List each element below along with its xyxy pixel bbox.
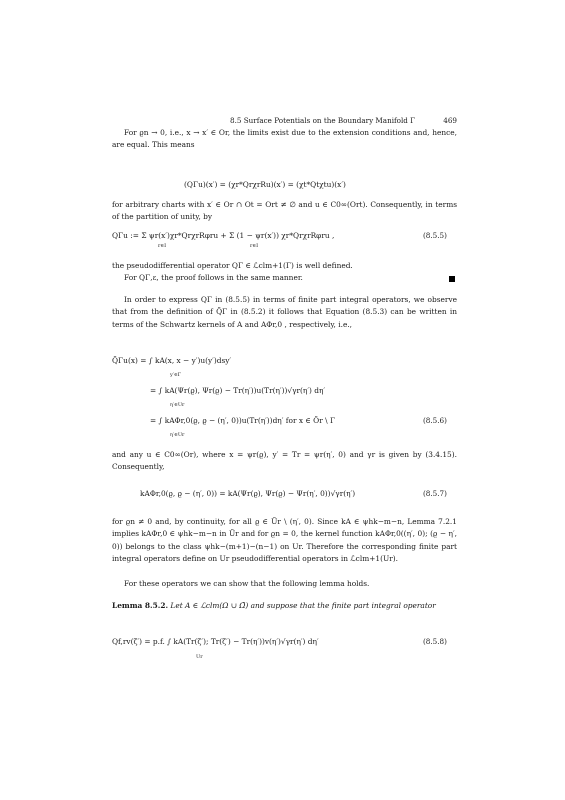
lemma-8-5-2 <box>112 600 457 612</box>
paragraph-5-text: In order to express QΓ in (8.5.5) in terms of finite part integral operators, we observe that from the definition of Q̃Γ in (8.5.2) it follows that Equation (8.5.3) can be written in terms of the Schwartz kernels of A and AΦr,0 , respectively, i.e., <box>112 295 457 329</box>
paragraph-1 <box>112 127 457 152</box>
header-title: 8.5 Surface Potentials on the Boundary Manifold Γ <box>230 116 416 125</box>
equation-number-8-5-8: (8.5.8) <box>423 637 447 646</box>
equation-8-5-6-line-1: Q̃Γu(x) = ∫ kA(x, x − y′)u(y′)dsy′ <box>112 356 232 365</box>
paragraph-8-text: For these operators we can show that the following lemma holds. <box>124 579 370 588</box>
paragraph-4-text: For QΓ,ε, the proof follows in the same manner. <box>124 273 303 282</box>
equation-8-5-5-sub-2: r∈I <box>250 243 259 249</box>
paragraph-5 <box>112 294 457 331</box>
page-number: 469 <box>443 116 457 125</box>
equation-8-5-6-line-2: = ∫ kA(Ψr(ϱ), Ψr(ϱ) − Tr(η′))u(Tr(η′))√γr(η′) dη′ <box>150 386 326 395</box>
paragraph-4 <box>112 272 457 284</box>
lemma-label: Lemma 8.5.2. <box>112 601 169 610</box>
paragraph-1-text: For ϱn → 0, i.e., x → x′ ∈ Or, the limits exist due to the extension conditions and, hence, are equal. This means <box>112 128 457 150</box>
paragraph-8 <box>112 578 457 590</box>
equation-8-5-6-sub-1: y′∈Γ <box>170 372 182 378</box>
equation-number-8-5-5: (8.5.5) <box>423 231 447 240</box>
equation-number-8-5-6: (8.5.6) <box>423 416 447 425</box>
equation-qgamma: (QΓu)(x′) = (χr*QrχrRu)(x′) = (χt*Qtχtu)(x′) <box>184 180 346 189</box>
equation-8-5-8-sub: Ur <box>196 654 203 660</box>
equation-8-5-8: Qf,rv(ζ′) = p.f. ∫ kA(Tr(ζ′); Tr(ζ′) − Tr(η′))v(η′)√γr(η′) dη′ <box>112 637 319 646</box>
paragraph-7: for ϱn ≠ 0 and, by continuity, for all ϱ ∈ Ũr \ (η′, 0). Since kA ∈ ψhk−m−n, Lemma 7.2.1 implies kAΦr,0 ∈ ψhk−m−n in Ũr and for ϱn = 0, the kernel function kAΦr,0((η′, 0); (ϱ − η′, 0)) belongs to the class ψhk−(m+1)−(n−1) on Ur. Therefore the corresponding finite part integral operators define on Ur pseudodifferential operators in ℒclm+1(Ur). <box>112 517 457 563</box>
lemma-statement: Let A ∈ ℒclm(Ω ∪ Ω̃) and suppose that the finite part integral operator <box>170 601 436 610</box>
paragraph-2: for arbitrary charts with x′ ∈ Or ∩ Ot = Ort ≠ ∅ and u ∈ C0∞(Ort). Consequently, in terms of the partition of unity, by <box>112 200 457 222</box>
equation-8-5-6-sub-3: η′∈Ur <box>170 432 185 438</box>
equation-8-5-7: kAΦr,0(ϱ, ϱ − (η′, 0)) = kA(Ψr(ϱ), Ψr(ϱ) − Ψr(η′, 0))√γr(η′) <box>140 489 356 498</box>
equation-8-5-5: QΓu := Σ ψr(x′)χr*QrχrRφru + Σ (1 − ψr(x′)) χr*QrχrRφru , <box>112 231 335 240</box>
paragraph-3: the pseudodifferential operator QΓ ∈ ℒclm+1(Γ) is well defined. <box>112 261 353 270</box>
equation-8-5-6-sub-2: η′∈Ur <box>170 402 185 408</box>
qed-mark <box>449 276 455 282</box>
equation-number-8-5-7: (8.5.7) <box>423 489 447 498</box>
equation-8-5-6-line-3: = ∫ kAΦr,0(ϱ, ϱ − (η′, 0))u(Tr(η′))dη′ for x ∈ Õr \ Γ <box>150 416 336 425</box>
paragraph-6: and any u ∈ C0∞(Or), where x = ψr(ϱ), y′ = Tr = ψr(η′, 0) and γr is given by (3.4.15). Consequently, <box>112 450 457 472</box>
equation-8-5-5-sub-1: r∈I <box>158 243 167 249</box>
